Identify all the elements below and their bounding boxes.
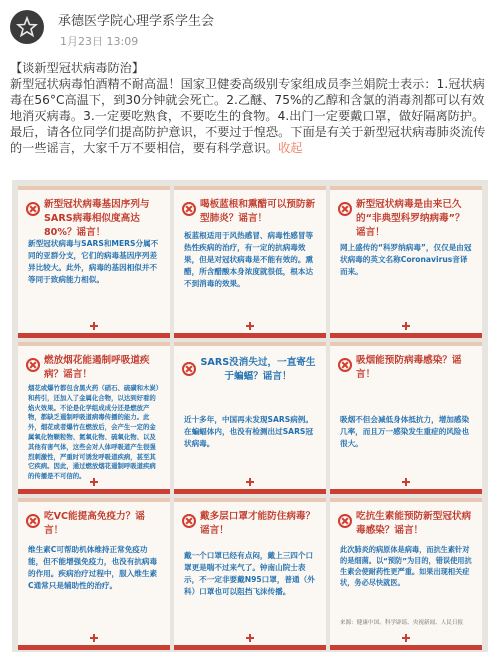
- image-grid: [12, 180, 488, 652]
- card-top-band: [174, 498, 326, 502]
- rumor-card-5[interactable]: [174, 342, 326, 494]
- card-body: 新型冠状病毒与SARS和MERS分属不同的亚群分支，它们的病毒基因序列差异比较大。此外，病毒的基因相似并不等同于致病能力相似。: [28, 239, 159, 284]
- card-top-band: [330, 342, 482, 346]
- plus-icon: [246, 322, 254, 330]
- plus-icon: [90, 322, 98, 330]
- cross-icon: [338, 202, 352, 216]
- card-top-band: [330, 186, 482, 190]
- rumor-card-2[interactable]: [174, 186, 326, 338]
- rumor-card-8[interactable]: [174, 498, 326, 650]
- plus-icon: [246, 634, 254, 642]
- post-text: [10, 60, 488, 156]
- card-bottom-band: [18, 333, 170, 338]
- card-body: 近十多年，中国再未发现SARS病例。在蝙蝠体内，也没有检测出过SARS冠状病毒。: [184, 415, 313, 448]
- plus-icon: [402, 478, 410, 486]
- card-title: 燃放烟花能遏制呼吸道疾病？谣言！: [44, 355, 150, 380]
- card-title: 戴多层口罩才能防住病毒？谣言！: [200, 511, 316, 536]
- rumor-card-4[interactable]: [18, 342, 170, 494]
- plus-icon: [246, 478, 254, 486]
- cross-icon: [26, 202, 40, 216]
- card-bottom-band: [174, 489, 326, 494]
- account-name[interactable]: 承德医学院心理学系学生会: [58, 14, 215, 29]
- post-header: [0, 0, 500, 58]
- rumor-card-1[interactable]: [18, 186, 170, 338]
- plus-icon: [402, 634, 410, 642]
- rumor-card-9[interactable]: [330, 498, 482, 650]
- card-body: 网上盛传的“科罗纳病毒”，仅仅是由冠状病毒的英文名称Coronavirus音译而来。: [340, 243, 472, 276]
- cross-icon: [338, 358, 352, 372]
- card-body: 吸烟不但会减低身体抵抗力，增加感染几率，而且万一感染发生重症的风险也很大。: [340, 415, 470, 448]
- post-body: 【谈新型冠状病毒防治】 新型冠状病毒怕酒精不耐高温！国家卫健委高级别专家组成员李兰娟院士表示：1.冠状病毒在56°C高温下，到30分钟就会死亡。2.乙醚、75%的乙醇和含氯的消毒剂都可以有效地消灭病毒。3.一定要吃熟食，不要吃生的食物。4.出门一定要戴口罩，做好隔离防护。最后，请各位同学们提高防护意识，不要过于惶恐。下面是有关于新型冠状病毒肺炎流传的一些谣言，大家千万不要相信，要有科学意识。: [10, 61, 486, 155]
- card-top-band: [330, 498, 482, 502]
- cross-icon: [182, 202, 196, 216]
- card-top-band: [18, 186, 170, 190]
- card-bottom-band: [330, 645, 482, 650]
- card-title: 吃抗生素能预防新型冠状病毒感染？谣言！: [356, 511, 472, 536]
- plus-icon: [90, 478, 98, 486]
- cross-icon: [182, 362, 196, 376]
- card-bottom-band: [18, 489, 170, 494]
- avatar[interactable]: [10, 10, 44, 44]
- card-top-band: [18, 342, 170, 346]
- card-title: 喝板蓝根和熏醋可以预防新型肺炎？谣言！: [200, 199, 316, 224]
- card-top-band: [174, 186, 326, 190]
- card-top-band: [174, 342, 326, 346]
- plus-icon: [90, 634, 98, 642]
- card-body: 此次肺炎的病原体是病毒，而抗生素针对的是细菌。以“预防”为目的，错误使用抗生素会使耐药性更严重。如果出现相关症状，务必尽快就医。: [340, 545, 472, 587]
- card-top-band: [18, 498, 170, 502]
- card-body: 烟花或爆竹都包含黑火药（硝石、硫磺和木炭）和药引，还加入了金属化合物，以达到好看的焰火效果。不论是化学组成成分还是燃放产物，都缺乏遏制呼吸道病毒传播的能力。此外，烟花或者爆竹在燃放后，会产生一定的金属氧化物颗粒物、氮氧化物、硫氧化物、以及其他有害气体，这些会对人体呼吸道产生很强烈刺激性，严重时可诱发呼吸道疾病，甚至其它疾病。因此，通过燃放烟花遏制呼吸道疾病的传播是不可信的。: [28, 384, 160, 481]
- card-title: 新型冠状病毒基因序列与SARS病毒相似度高达80%？谣言！: [44, 199, 150, 238]
- card-bottom-band: [330, 333, 482, 338]
- rumor-card-7[interactable]: [18, 498, 170, 650]
- card-bottom-band: [174, 333, 326, 338]
- collapse-link[interactable]: 收起: [278, 141, 303, 155]
- card-bottom-band: [18, 645, 170, 650]
- plus-icon: [402, 322, 410, 330]
- rumor-card-3[interactable]: [330, 186, 482, 338]
- emblem-icon: [16, 16, 38, 38]
- card-source: 来源：健康中国、科学辟谣、央视新闻、人民日报: [340, 620, 464, 626]
- card-body: 板蓝根适用于风热感冒、病毒性感冒等热性疾病的治疗，有一定的抗病毒效果，但是对冠状病毒是不能有效的。熏醋，所含醋酸本身浓度就很低，根本达不到消毒的效果。: [184, 231, 314, 288]
- card-title: 吸烟能预防病毒感染？谣言！: [356, 355, 462, 380]
- card-body: 维生素C可帮助机体维持正常免疫功能，但不能增强免疫力，也没有抗病毒的作用。疾病治疗过程中，服入维生素C通常只是辅助性的治疗。: [28, 545, 158, 590]
- card-title: 吃VC能提高免疫力？谣言！: [44, 511, 145, 536]
- rumor-card-6[interactable]: [330, 342, 482, 494]
- card-body: 戴一个口罩已经有点闷，戴上三四个口罩更是喘不过来气了。钟南山院士表示，不一定非要戴N95口罩，普通（外科）口罩也可以阻挡飞沫传播。: [184, 551, 315, 596]
- cross-icon: [182, 514, 196, 528]
- card-bottom-band: [174, 645, 326, 650]
- card-title: 新型冠状病毒是由来已久的“非典型科罗纳病毒”？谣言！: [356, 199, 465, 238]
- cross-icon: [338, 514, 352, 528]
- card-bottom-band: [330, 489, 482, 494]
- post-timestamp[interactable]: 1月23日 13:09: [60, 35, 139, 48]
- cross-icon: [26, 358, 40, 372]
- card-title: SARS没消失过，一直寄生于蝙蝠？谣言！: [200, 357, 316, 382]
- cross-icon: [26, 514, 40, 528]
